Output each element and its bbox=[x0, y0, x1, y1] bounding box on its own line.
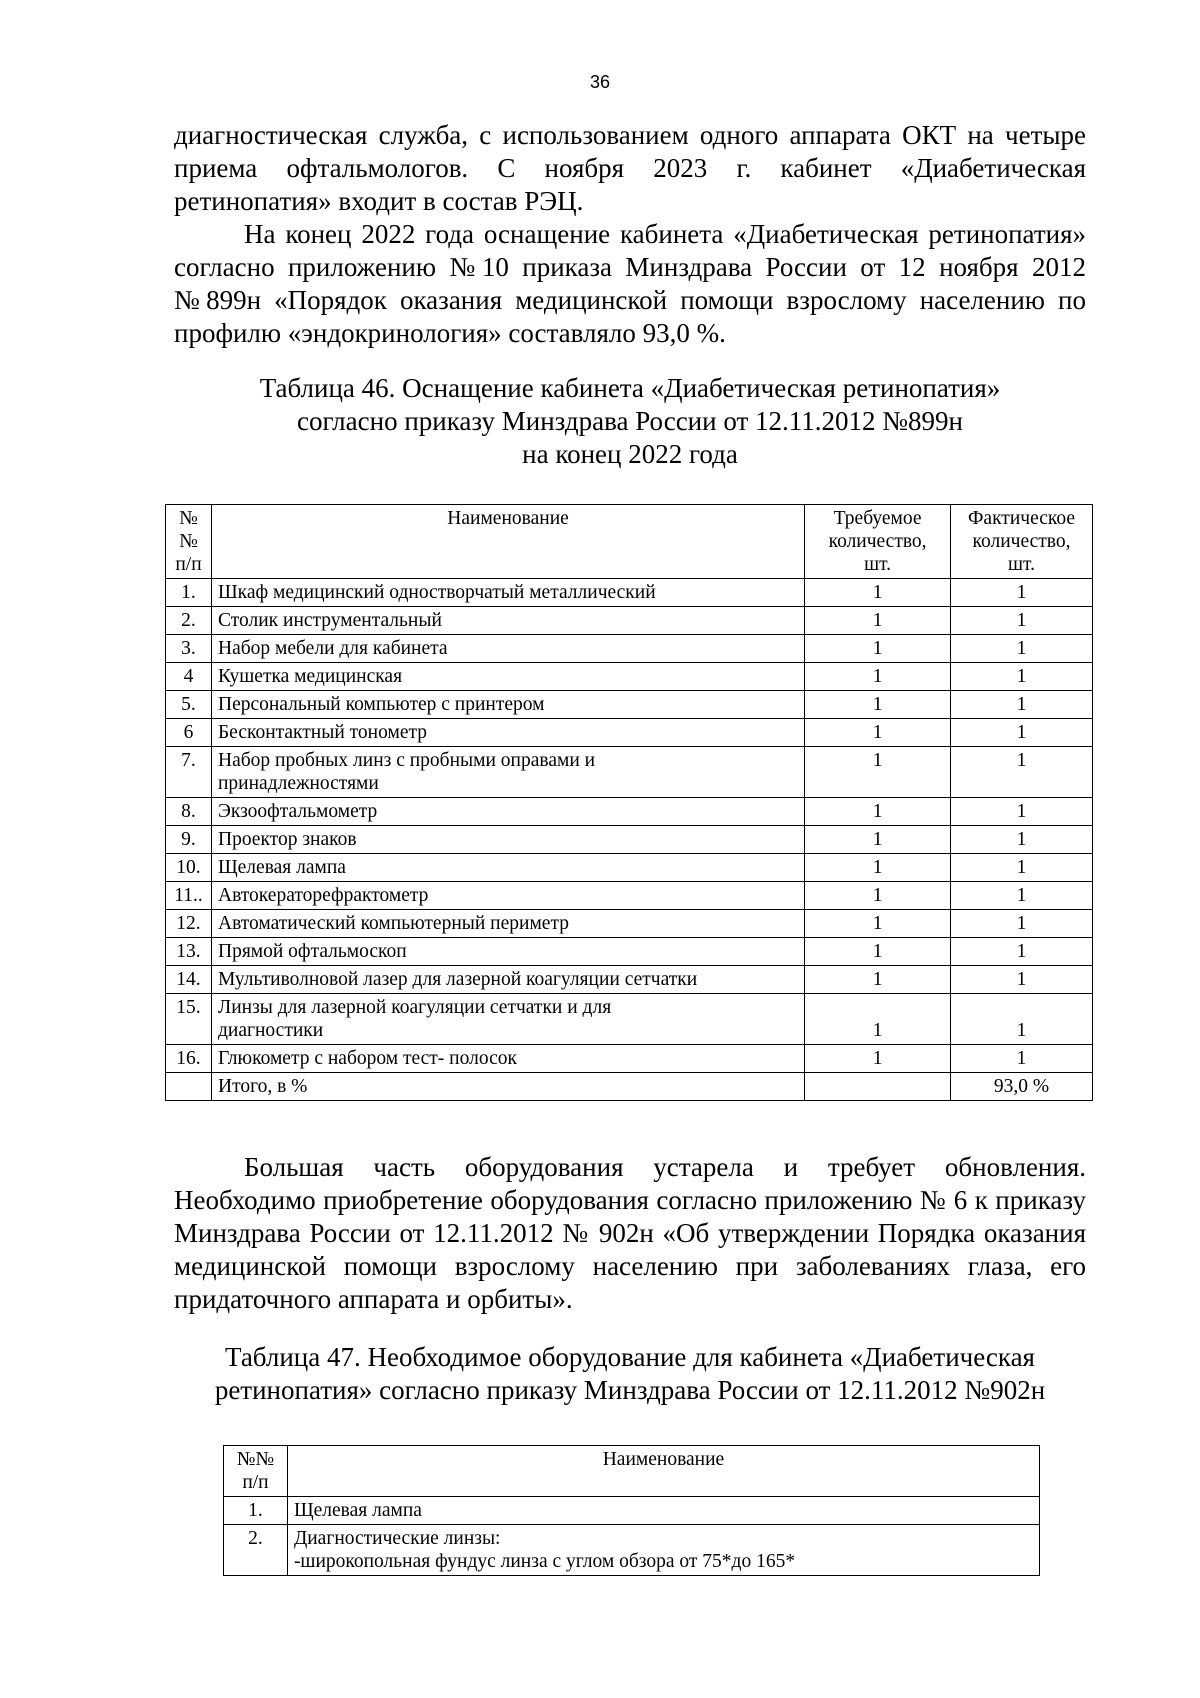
total-required-empty bbox=[805, 1073, 951, 1101]
table-47-caption-line-1: Таблица 47. Необходимое оборудование для кабинета «Диабетическая bbox=[225, 1342, 1035, 1372]
header-required-line-3: шт. bbox=[864, 554, 892, 575]
table-47-header-row bbox=[224, 1446, 1040, 1497]
row-number: 3. bbox=[166, 635, 212, 663]
table-row bbox=[166, 882, 1093, 910]
table-47-caption-line-2: ретинопатия» согласно приказу Минздрава России от 12.11.2012 №902н bbox=[214, 1375, 1046, 1405]
page-number: 36 bbox=[589, 72, 611, 92]
row-required: 1 bbox=[805, 994, 951, 1045]
header-name: Наименование bbox=[211, 505, 804, 579]
row-number: 7. bbox=[166, 747, 212, 798]
row-number: 16. bbox=[166, 1045, 212, 1073]
header-required-line-2: количество, bbox=[828, 531, 927, 552]
row-number: 6 bbox=[166, 719, 212, 747]
header-actual-line-2: количество, bbox=[972, 531, 1071, 552]
row-name: Столик инструментальный bbox=[211, 607, 804, 635]
row-name: Шкаф медицинский одностворчатый металлический bbox=[211, 579, 804, 607]
table-row bbox=[166, 854, 1093, 882]
paragraph-3: Большая часть оборудования устарела и требует обновления. Необходимо приобретение оборудования согласно приложению № 6 к приказу Минздрава России от 12.11.2012 № 902н «Об утверждении Порядка оказания медицинской помощи взрослому населению при заболеваниях глаза, его придаточного аппарата и орбиты». bbox=[174, 1152, 1086, 1314]
row-actual: 1 bbox=[951, 579, 1093, 607]
row-name bbox=[211, 994, 804, 1045]
row-name-line-1: Диагностические линзы: bbox=[293, 1528, 501, 1549]
row-number: 10. bbox=[166, 854, 212, 882]
table-row bbox=[224, 1497, 1040, 1525]
row-required: 1 bbox=[805, 938, 951, 966]
row-name: Глюкометр с набором тест- полосок bbox=[211, 1045, 804, 1073]
row-actual: 1 bbox=[951, 854, 1093, 882]
row-number: 4 bbox=[166, 663, 212, 691]
table-row bbox=[166, 691, 1093, 719]
paragraph-2: На конец 2022 года оснащение кабинета «Диабетическая ретинопатия» согласно приложению №10 приказа Минздрава России от 12 ноября 2012 №899н «Порядок оказания медицинской помощи взрослому населению по профилю «эндокринология» составляло 93,0 %. bbox=[174, 219, 1086, 348]
row-name bbox=[287, 1525, 1039, 1576]
header-actual-line-3: шт. bbox=[1008, 554, 1035, 575]
row-name: Автокераторефрактометр bbox=[211, 882, 804, 910]
table-row bbox=[166, 747, 1093, 798]
row-name: Прямой офтальмоскоп bbox=[211, 938, 804, 966]
table-46-caption-line-2: согласно приказу Минздрава России от 12.11.2012 №899н bbox=[297, 406, 963, 436]
row-required: 1 bbox=[805, 579, 951, 607]
row-actual: 1 bbox=[951, 719, 1093, 747]
row-number: 2. bbox=[166, 607, 212, 635]
row-number: 2. bbox=[224, 1525, 288, 1576]
row-required: 1 bbox=[805, 798, 951, 826]
table-row bbox=[166, 1045, 1093, 1073]
row-name: Щелевая лампа bbox=[211, 854, 804, 882]
row-name: Проектор знаков bbox=[211, 826, 804, 854]
table-47-caption bbox=[174, 1341, 1086, 1407]
row-actual: 1 bbox=[951, 798, 1093, 826]
row-number: 15. bbox=[166, 994, 212, 1045]
row-required: 1 bbox=[805, 966, 951, 994]
row-number: 12. bbox=[166, 910, 212, 938]
row-actual: 1 bbox=[951, 635, 1093, 663]
row-required: 1 bbox=[805, 747, 951, 798]
header-number bbox=[166, 505, 212, 579]
row-actual: 1 bbox=[951, 1045, 1093, 1073]
row-actual: 1 bbox=[951, 966, 1093, 994]
row-actual: 1 bbox=[951, 910, 1093, 938]
row-name: Автоматический компьютерный периметр bbox=[211, 910, 804, 938]
row-name: Экзоофтальмометр bbox=[211, 798, 804, 826]
row-required: 1 bbox=[805, 719, 951, 747]
header-actual-line-1: Фактическое bbox=[968, 508, 1075, 529]
row-required: 1 bbox=[805, 882, 951, 910]
row-name: Кушетка медицинская bbox=[211, 663, 804, 691]
row-name: Персональный компьютер с принтером bbox=[211, 691, 804, 719]
table-row bbox=[166, 635, 1093, 663]
table-46-caption-line-1: Таблица 46. Оснащение кабинета «Диабетическая ретинопатия» bbox=[259, 373, 1001, 403]
table-row bbox=[166, 994, 1093, 1045]
header-name: Наименование bbox=[287, 1446, 1039, 1497]
row-required: 1 bbox=[805, 826, 951, 854]
table-total-row bbox=[166, 1073, 1093, 1101]
row-actual: 1 bbox=[951, 826, 1093, 854]
row-name-line-2: диагностики bbox=[217, 1020, 324, 1041]
row-number: 1. bbox=[166, 579, 212, 607]
row-required: 1 bbox=[805, 1045, 951, 1073]
row-name-line-1: Линзы для лазерной коагуляции сетчатки и для bbox=[217, 997, 612, 1018]
table-row bbox=[166, 910, 1093, 938]
total-actual: 93,0 % bbox=[951, 1073, 1093, 1101]
row-name: Щелевая лампа bbox=[287, 1497, 1039, 1525]
row-number: 13. bbox=[166, 938, 212, 966]
table-row bbox=[166, 579, 1093, 607]
row-name: Бесконтактный тонометр bbox=[211, 719, 804, 747]
row-actual: 1 bbox=[951, 663, 1093, 691]
row-actual: 1 bbox=[951, 747, 1093, 798]
row-required: 1 bbox=[805, 635, 951, 663]
table-row bbox=[166, 798, 1093, 826]
header-number-line-2: п/п bbox=[242, 1472, 269, 1493]
table-row bbox=[166, 607, 1093, 635]
row-name: Мультиволновой лазер для лазерной коагуляции сетчатки bbox=[211, 966, 804, 994]
paragraph-1: диагностическая служба, с использованием одного аппарата ОКТ на четыре приема офтальмологов. С ноября 2023 г. кабинет «Диабетическая ретинопатия» входит в состав РЭЦ. bbox=[174, 120, 1086, 216]
row-name bbox=[211, 747, 804, 798]
row-name-line-2: -широкопольная фундус линза с углом обзора от 75*до 165* bbox=[293, 1551, 796, 1572]
row-actual: 1 bbox=[951, 691, 1093, 719]
table-row bbox=[166, 826, 1093, 854]
header-number-line-2: п/п bbox=[175, 554, 202, 575]
row-number: 1. bbox=[224, 1497, 288, 1525]
header-number-line-1: №№ bbox=[179, 508, 198, 552]
header-number-line-1: №№ bbox=[236, 1449, 275, 1470]
row-number: 5. bbox=[166, 691, 212, 719]
row-actual: 1 bbox=[951, 994, 1093, 1045]
row-number: 9. bbox=[166, 826, 212, 854]
row-required: 1 bbox=[805, 854, 951, 882]
table-46-header-row bbox=[166, 505, 1093, 579]
row-name-line-2: принадлежностями bbox=[217, 773, 379, 794]
row-actual: 1 bbox=[951, 882, 1093, 910]
table-row bbox=[166, 966, 1093, 994]
table-row bbox=[166, 663, 1093, 691]
total-number-empty bbox=[166, 1073, 212, 1101]
equipment-table-46 bbox=[165, 504, 1093, 1101]
row-number: 11.. bbox=[166, 882, 212, 910]
row-number: 8. bbox=[166, 798, 212, 826]
table-46-caption bbox=[174, 372, 1086, 471]
row-name-line-1: Набор пробных линз с пробными оправами и bbox=[217, 750, 596, 771]
header-number bbox=[224, 1446, 288, 1497]
total-label: Итого, в % bbox=[211, 1073, 804, 1101]
row-required: 1 bbox=[805, 607, 951, 635]
row-name: Набор мебели для кабинета bbox=[211, 635, 804, 663]
header-required-quantity bbox=[805, 505, 951, 579]
equipment-table-47 bbox=[223, 1445, 1040, 1576]
row-actual: 1 bbox=[951, 607, 1093, 635]
row-number: 14. bbox=[166, 966, 212, 994]
table-row bbox=[224, 1525, 1040, 1576]
table-46-caption-line-3: на конец 2022 года bbox=[522, 439, 738, 469]
table-row bbox=[166, 938, 1093, 966]
row-required: 1 bbox=[805, 691, 951, 719]
table-row bbox=[166, 719, 1093, 747]
header-required-line-1: Требуемое bbox=[833, 508, 922, 529]
row-actual: 1 bbox=[951, 938, 1093, 966]
header-actual-quantity bbox=[951, 505, 1093, 579]
row-required: 1 bbox=[805, 663, 951, 691]
row-required: 1 bbox=[805, 910, 951, 938]
